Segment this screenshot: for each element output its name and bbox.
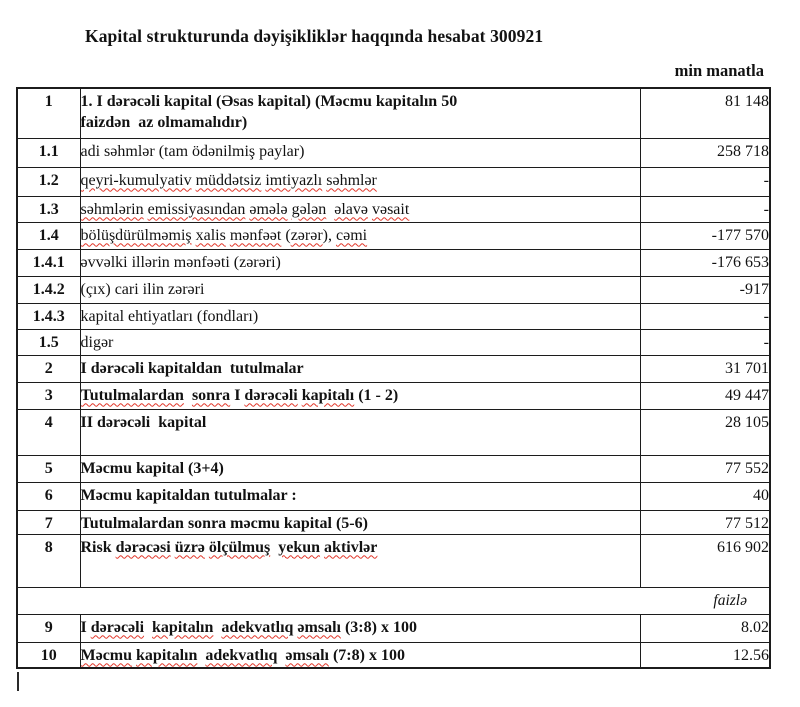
table-row: [17, 329, 770, 355]
row-value-cell: 258 718: [640, 138, 770, 167]
misspelled-word: əlavə: [334, 200, 368, 218]
row-indicator-cell: Tutulmalardan sonra məcmu kapital (5-6): [80, 510, 640, 534]
table-row: [17, 355, 770, 382]
misspelled-word: üzrə: [174, 538, 205, 556]
table-row: [17, 138, 770, 167]
row-number-cell: 3: [17, 382, 80, 409]
misspelled-word: emissiyasından: [147, 200, 246, 218]
row-number-cell: 10: [17, 642, 80, 668]
row-indicator-cell: II dərəcəli kapital: [80, 409, 640, 455]
label-text: (1 - 2): [354, 386, 399, 404]
label-text: (3:8) x 100: [340, 618, 417, 636]
row-number-cell: 1: [17, 88, 80, 138]
row-indicator-cell: I dərəcəli kapitaldan tutulmalar: [80, 355, 640, 382]
misspelled-word: xalis: [195, 226, 226, 244]
table-row: [17, 455, 770, 482]
row-indicator-cell: [80, 222, 640, 249]
misspelled-word: kapitalı: [301, 386, 355, 404]
row-value-cell: -: [640, 303, 770, 329]
row-indicator-cell: [80, 382, 640, 409]
table-row: [17, 409, 770, 455]
row-indicator-cell: (çıx) cari ilin zərəri: [80, 276, 640, 303]
capital-table-body: [17, 88, 770, 668]
row-number-cell: 1.4.3: [17, 303, 80, 329]
table-row: [17, 534, 770, 587]
misspelled-word: adekvatlıq: [221, 618, 294, 636]
unit-row: [17, 587, 770, 614]
label-text: [144, 619, 152, 636]
misspelled-word: adekvatlıq: [205, 646, 278, 664]
row-number-cell: 5: [17, 455, 80, 482]
label-text: I: [80, 618, 91, 636]
row-indicator-cell: [80, 614, 640, 642]
row-value-cell: -177 570: [640, 222, 770, 249]
misspelled-word: səhmlərin: [80, 200, 144, 218]
label-text: Risk: [80, 538, 116, 556]
misspelled-word: müddətsiz: [195, 171, 262, 189]
misspelled-word: əmələ: [249, 200, 288, 218]
row-number-cell: 8: [17, 534, 80, 587]
table-row: [17, 382, 770, 409]
report-title: Kapital strukturunda dəyişikliklər haqqında hesabat 300921: [85, 26, 544, 46]
row-value-cell: 77 552: [640, 455, 770, 482]
table-row: [17, 614, 770, 642]
row-value-cell: 81 148: [640, 88, 770, 138]
misspelled-word: dərəcəli: [244, 386, 298, 404]
table-row: [17, 222, 770, 249]
misspelled-word: sonra: [191, 386, 231, 404]
row-indicator-cell: Məcmu kapital (3+4): [80, 455, 640, 482]
row-value-cell: 12.56: [640, 642, 770, 668]
table-row: [17, 510, 770, 534]
row-value-cell: -: [640, 167, 770, 196]
row-value-cell: 49 447: [640, 382, 770, 409]
misspelled-word: mənfəət: [229, 226, 282, 244]
label-text: [184, 387, 192, 404]
misspelled-word: dərəcəsi: [115, 538, 171, 556]
row-number-cell: 4: [17, 409, 80, 455]
table-row: [17, 249, 770, 276]
row-number-cell: 1.4: [17, 222, 80, 249]
row-number-cell: 1.4.1: [17, 249, 80, 276]
row-indicator-cell: [80, 167, 640, 196]
text-cursor: [17, 672, 19, 691]
table-row: [17, 276, 770, 303]
row-value-cell: -917: [640, 276, 770, 303]
row-value-cell: 8.02: [640, 614, 770, 642]
misspelled-word: qeyri-kumulyativ: [80, 171, 192, 189]
misspelled-word: ölçülmuş: [208, 538, 271, 556]
row-value-cell: -: [640, 196, 770, 222]
row-value-cell: 28 105: [640, 409, 770, 455]
row-number-cell: 1.3: [17, 196, 80, 222]
misspelled-word: aktivlər: [324, 538, 378, 556]
misspelled-word: dərəcəli: [90, 618, 145, 636]
row-number-cell: 1.4.2: [17, 276, 80, 303]
row-number-cell: 9: [17, 614, 80, 642]
table-row: [17, 482, 770, 510]
label-text: I: [230, 386, 245, 404]
row-value-cell: -176 653: [640, 249, 770, 276]
row-value-cell: 77 512: [640, 510, 770, 534]
row-indicator-cell: 1. I dərəcəli kapital (Əsas kapital) (Məcmu kapitalın 50 faizdən az olmamalıdır): [80, 88, 640, 138]
row-value-cell: 31 701: [640, 355, 770, 382]
table-row: [17, 196, 770, 222]
misspelled-word: kapitalın: [136, 646, 198, 664]
row-number-cell: 1.5: [17, 329, 80, 355]
row-value-cell: 40: [640, 482, 770, 510]
misspelled-word: Məcmu: [80, 646, 133, 664]
row-indicator-cell: [80, 534, 640, 587]
capital-structure-table: [16, 87, 771, 669]
table-row: [17, 167, 770, 196]
row-indicator-cell: Məcmu kapitaldan tutulmalar :: [80, 482, 640, 510]
misspelled-word: yekun: [278, 538, 321, 556]
misspelled-word: səhmlər: [326, 171, 377, 189]
misspelled-word: bölüşdürülməmiş: [80, 226, 192, 244]
row-number-cell: 2: [17, 355, 80, 382]
row-indicator-cell: adi səhmlər (tam ödənilmiş paylar): [80, 138, 640, 167]
row-indicator-cell: kapital ehtiyatları (fondları): [80, 303, 640, 329]
row-value-cell: 616 902: [640, 534, 770, 587]
label-text: (7:8) x 100: [328, 646, 405, 664]
misspelled-word: Tutulmalardan: [80, 386, 184, 404]
row-number-cell: 6: [17, 482, 80, 510]
misspelled-word: kapitalın: [152, 618, 214, 636]
misspelled-word: əmsalı: [285, 646, 329, 664]
misspelled-word: gələn: [291, 200, 327, 218]
row-indicator-cell: digər: [80, 329, 640, 355]
misspelled-word: imtiyazlı: [265, 171, 323, 189]
table-row: [17, 303, 770, 329]
misspelled-word: əmsalı: [297, 618, 341, 636]
unit-label-min-manatla: min manatla: [674, 61, 764, 80]
misspelled-word: zərər: [290, 226, 323, 244]
row-indicator-cell: əvvəlki illərin mənfəəti (zərəri): [80, 249, 640, 276]
row-number-cell: 1.2: [17, 167, 80, 196]
row-indicator-cell: [80, 642, 640, 668]
label-text: (: [281, 226, 291, 244]
unit-label-faizle: faizlə: [17, 587, 770, 614]
table-row: [17, 642, 770, 668]
label-text: ),: [322, 226, 336, 244]
row-value-cell: -: [640, 329, 770, 355]
row-number-cell: 1.1: [17, 138, 80, 167]
misspelled-word: cəmi: [335, 226, 368, 244]
table-row: [17, 88, 770, 138]
misspelled-word: vəsait: [371, 200, 410, 218]
row-indicator-cell: [80, 196, 640, 222]
row-number-cell: 7: [17, 510, 80, 534]
